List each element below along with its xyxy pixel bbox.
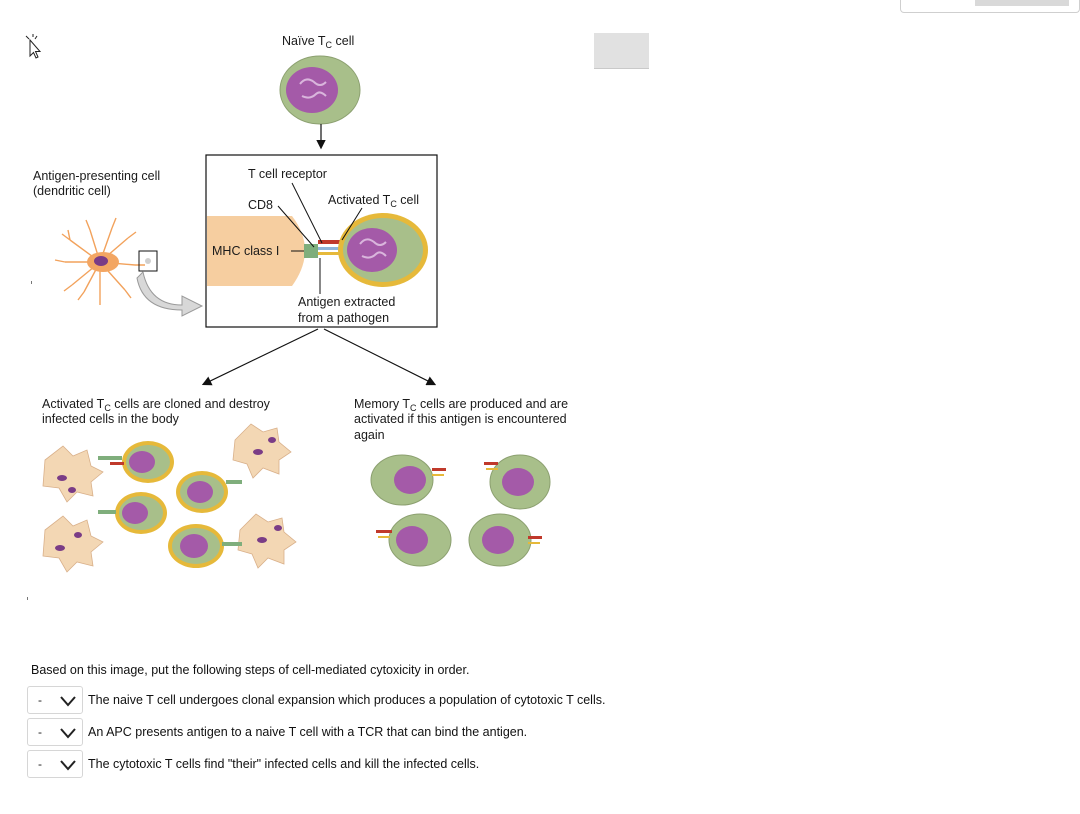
cell-mediated-immunity-figure [0,0,660,600]
arrow-left [204,329,318,384]
chevron-down-icon [59,727,77,739]
top-right-control[interactable] [900,0,1080,13]
cytotoxic-t-cell [176,471,242,513]
dropdown-value: - [38,693,42,707]
left-caption-2: infected cells in the body [42,412,179,426]
step-text: The naive T cell undergoes clonal expansion which produces a population of cytotoxic T cells. [88,693,606,707]
memory-t-cell [376,514,451,566]
mhc-molecule [304,244,318,258]
memory-t-cell [469,514,542,566]
chevron-down-icon [59,759,77,771]
top-right-control-fill [975,0,1069,6]
zoom-arrow [137,272,202,316]
dropdown-value: - [38,725,42,739]
right-caption-2: activated if this antigen is encountered [354,412,567,426]
zoom-dot [145,258,151,264]
right-caption-3: again [354,428,385,442]
order-dropdown[interactable] [27,718,83,746]
cytotoxic-t-cell [98,441,174,483]
cytotoxic-t-cell [168,524,242,568]
arrow-right [324,329,434,384]
step-row [27,750,479,778]
apc-label: Antigen-presenting cell [33,169,161,183]
dendritic-nucleus [94,256,108,266]
order-dropdown[interactable] [27,686,83,714]
chevron-down-icon [59,695,77,707]
step-row [27,686,605,714]
activated-label: Activated $T_C$ cell [328,193,420,209]
step-row [27,718,527,746]
step-text: An APC presents antigen to a naive T cell with a TCR that can bind the antigen. [88,725,528,739]
mhc-label: MHC class I [212,244,280,258]
cytotoxic-t-cell [98,492,167,534]
antigen-label-2: from a pathogen [298,311,390,325]
memory-t-cell [484,455,550,509]
left-caption: Activated $T_C$ cells are cloned and destroy [42,397,270,413]
order-dropdown[interactable] [27,750,83,778]
tcr-label: T cell receptor [248,167,327,181]
cd8-label: CD8 [248,198,274,212]
memory-t-cell [371,455,446,505]
question-prompt: Based on this image, put the following steps of cell-mediated cytoxicity in order. [31,663,470,677]
antigen-label: Antigen extracted [298,295,396,309]
naive-t-cell [280,56,360,124]
dropdown-value: - [38,757,42,771]
apc-label-2: (dendritic cell) [33,184,111,198]
step-text: The cytotoxic T cells find "their" infected cells and kill the infected cells. [88,757,480,771]
naive-tc-title: Naïve $T_C$ cell [282,34,355,50]
right-caption: Memory $T_C$ cells are produced and are [354,397,569,413]
